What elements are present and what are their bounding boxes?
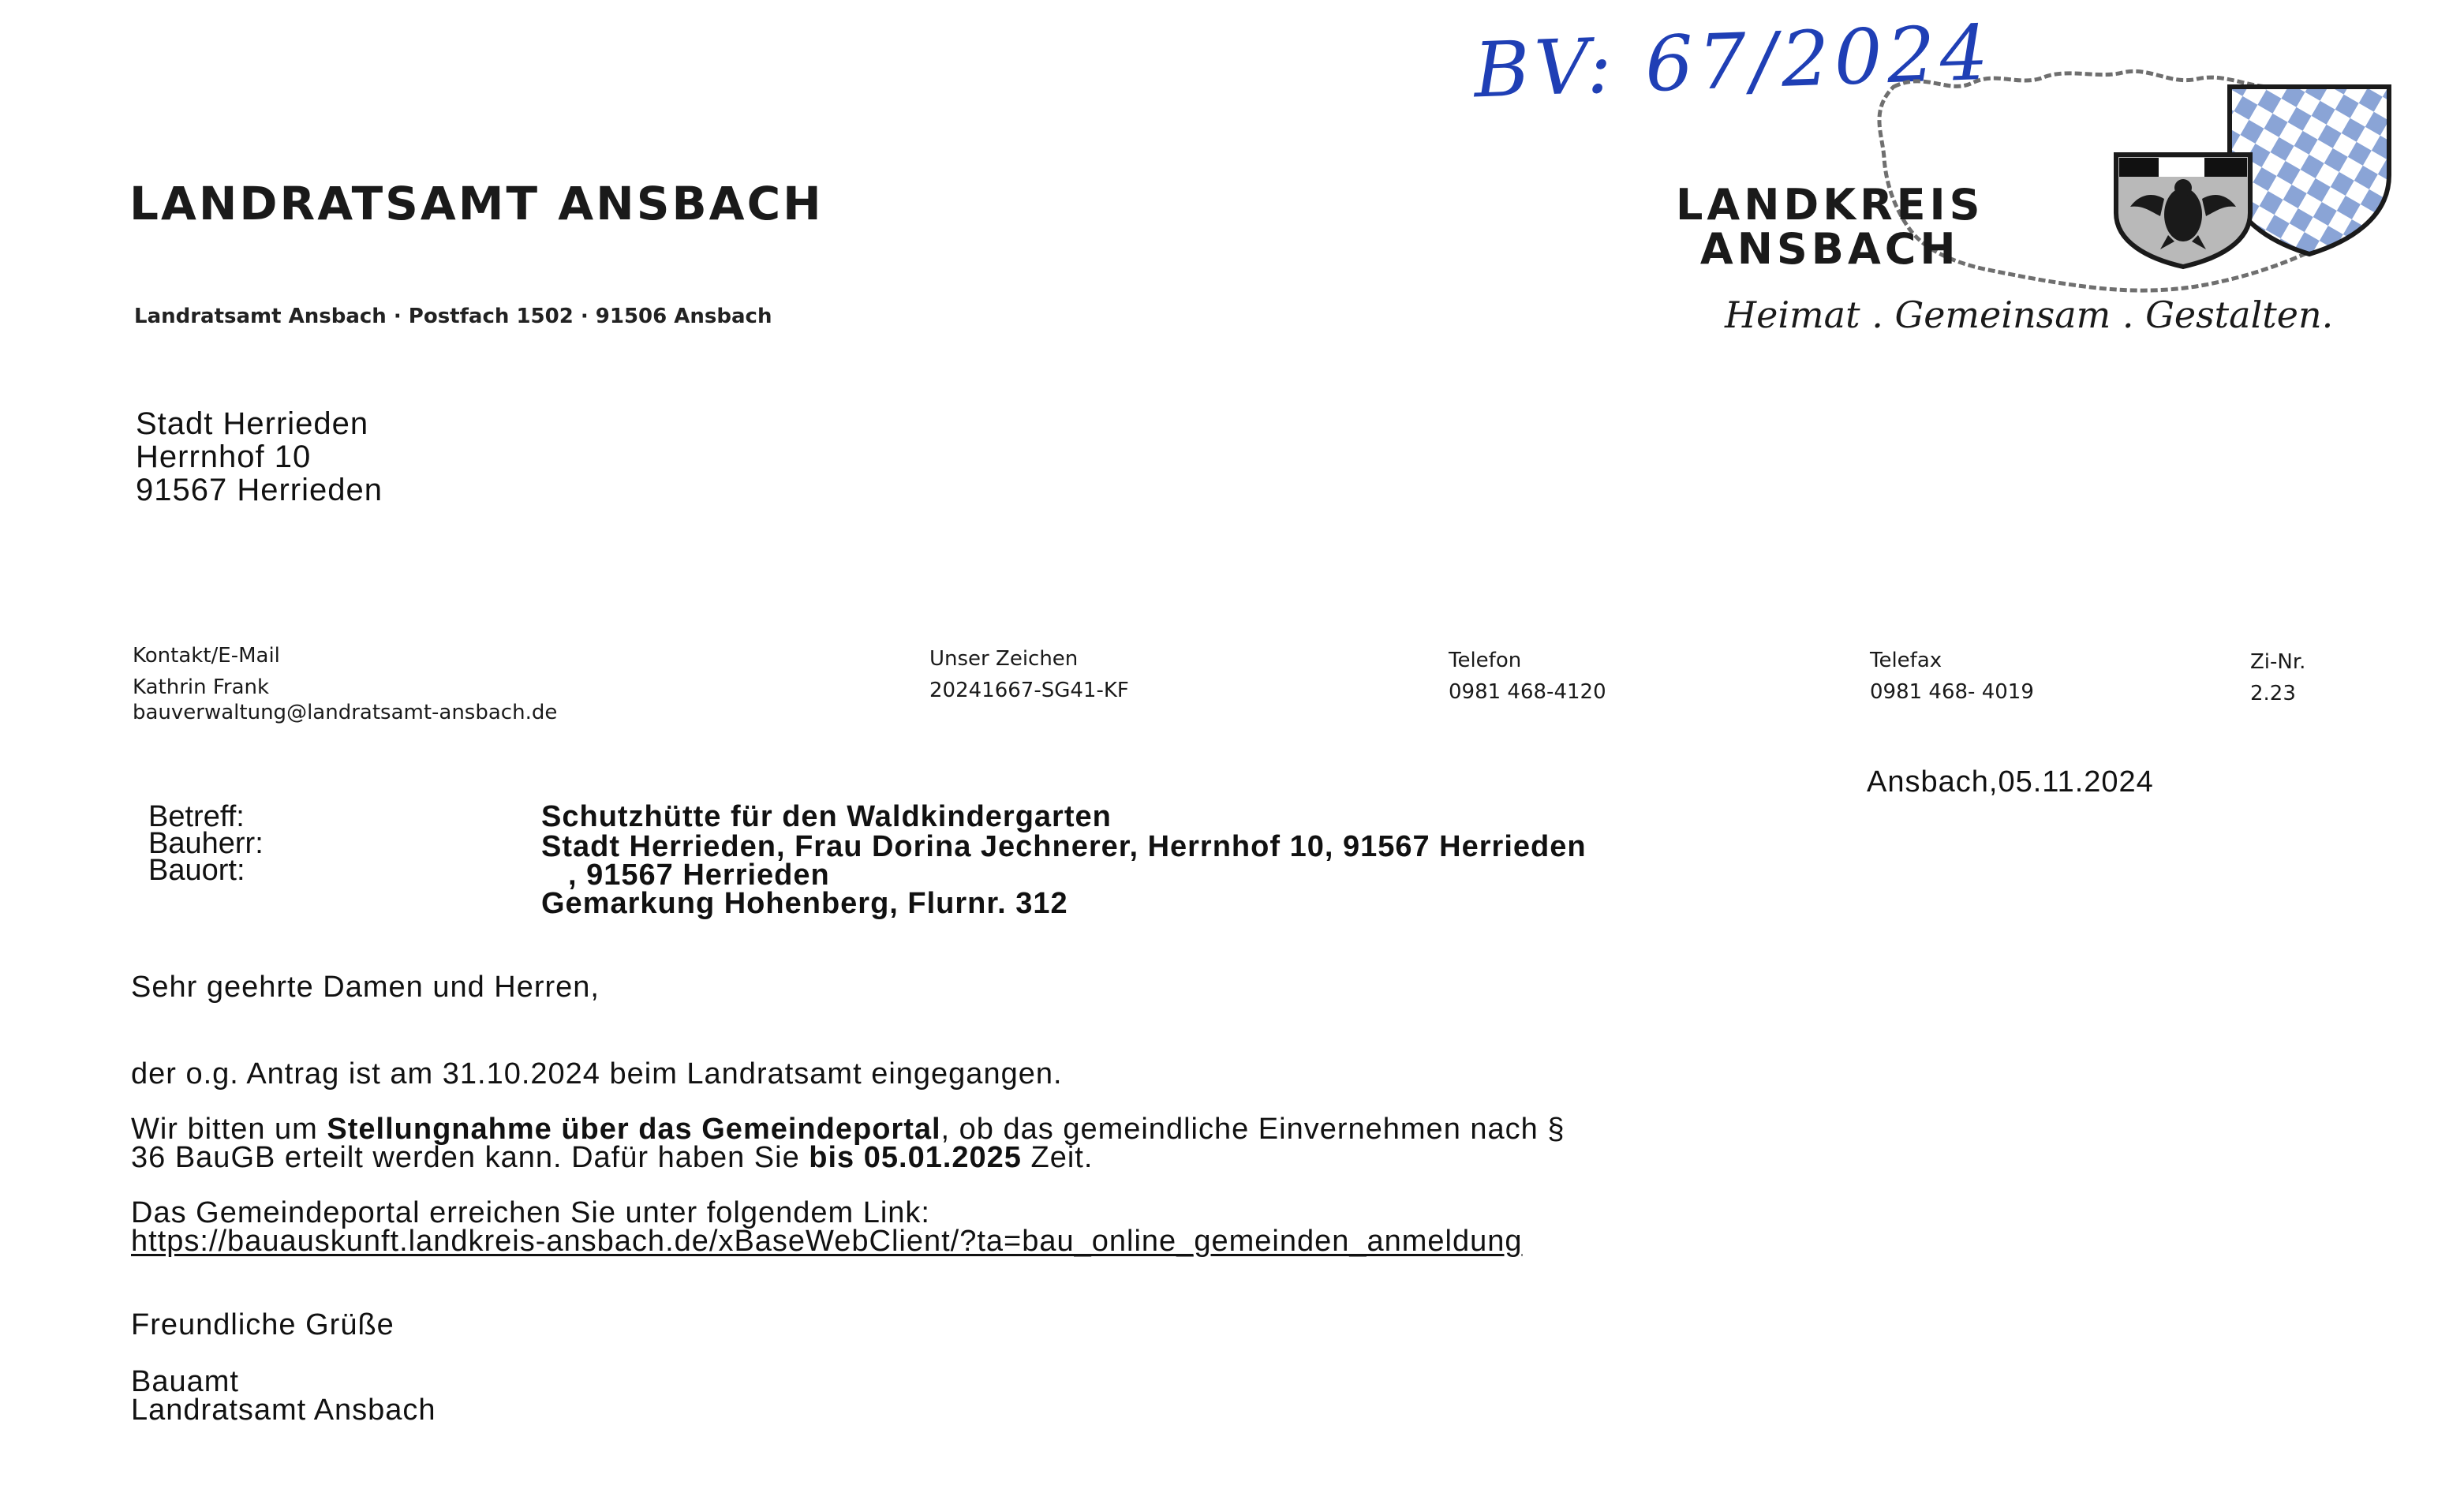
contact-label: Kontakt/E-Mail (133, 644, 280, 668)
phone-value: 0981 468-4120 (1449, 680, 1606, 704)
bauort-label: Bauort: (148, 854, 245, 887)
paragraph-request-line-2 (131, 1141, 1093, 1175)
recipient-line-1: Stadt Herrieden (136, 406, 369, 441)
portal-link[interactable]: https://bauauskunft.landkreis-ansbach.de/xBaseWebClient/?ta=bau_online_gemeinden_anmeldung (131, 1225, 1523, 1258)
fax-value: 0981 468- 4019 (1870, 680, 2034, 704)
contact-email: bauverwaltung@landratsamt-ansbach.de (133, 701, 558, 724)
logo-line-1: LANDKREIS (1676, 180, 1984, 230)
request-portal-bold: Stellungnahme über das Gemeindeportal (327, 1113, 941, 1146)
contact-name: Kathrin Frank (133, 675, 270, 699)
reference-sign-label: Unser Zeichen (929, 647, 1079, 671)
logo-slogan: Heimat . Gemeinsam . Gestalten. (1725, 294, 2334, 336)
logo-line-2: ANSBACH (1699, 224, 1960, 274)
logo-county-name (1676, 180, 1984, 274)
phone-label: Telefon (1449, 649, 1522, 672)
sender-authority: Landratsamt Ansbach (131, 1394, 436, 1427)
request-text-4: Zeit. (1021, 1141, 1094, 1174)
letter-date: Ansbach,05.11.2024 (1867, 765, 2154, 799)
coat-of-arms-icon (2111, 80, 2395, 270)
recipient-line-2: Herrnhof 10 (136, 440, 312, 474)
request-deadline-bold: bis 05.01.2025 (809, 1141, 1022, 1174)
fax-label: Telefax (1870, 649, 1942, 672)
reference-sign-value: 20241667-SG41-KF (929, 679, 1129, 702)
request-text-3: 36 BauGB erteilt werden kann. Dafür haben Sie (131, 1141, 809, 1174)
header-title: LANDRATSAMT ANSBACH (129, 177, 824, 230)
closing-greeting: Freundliche Grüße (131, 1308, 394, 1341)
return-address: Landratsamt Ansbach · Postfach 1502 · 91506 Ansbach (134, 305, 772, 328)
handwritten-file-number: BV: 67/2024 (1472, 8, 1995, 115)
bauort-value-2: Gemarkung Hohenberg, Flurnr. 312 (541, 887, 1068, 920)
recipient-address (136, 407, 383, 507)
room-number-value: 2.23 (2250, 682, 2296, 705)
paragraph-receipt: der o.g. Antrag ist am 31.10.2024 beim Landratsamt eingegangen. (131, 1057, 1063, 1091)
room-number-label: Zi-Nr. (2250, 650, 2306, 674)
betreff-label: Betreff: (148, 800, 245, 833)
bauort-value: , 91567 Herrieden (568, 859, 830, 892)
bauherr-label: Bauherr: (148, 827, 264, 860)
paragraph-portal-info: Das Gemeindeportal erreichen Sie unter folgendem Link: (131, 1196, 930, 1229)
betreff-value: Schutzhütte für den Waldkindergarten (541, 800, 1112, 833)
sender-department: Bauamt (131, 1365, 239, 1398)
request-text-2: , ob das gemeindliche Einvernehmen nach § (940, 1113, 1565, 1146)
recipient-line-3: 91567 Herrieden (136, 473, 383, 507)
salutation: Sehr geehrte Damen und Herren, (131, 971, 600, 1004)
request-text-1: Wir bitten um (131, 1113, 327, 1146)
bauherr-value: Stadt Herrieden, Frau Dorina Jechnerer, Herrnhof 10, 91567 Herrieden (541, 830, 1587, 863)
